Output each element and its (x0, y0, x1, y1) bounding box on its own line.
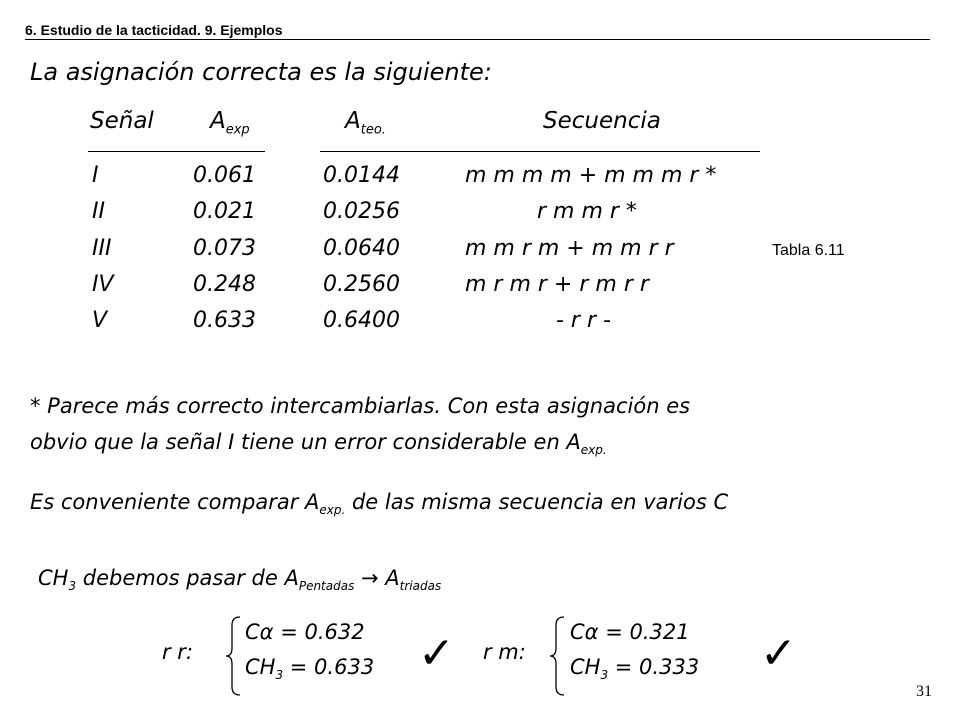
row-3-aexp: 0.073 (193, 236, 256, 261)
page-header: 6. Estudio de la tacticidad. 9. Ejemplos (25, 22, 283, 38)
comparison-rm-calpha: Cα = 0.321 (570, 620, 690, 644)
header-secuencia: Secuencia (543, 108, 661, 134)
header-aexp: $A_{exp}$ (210, 108, 250, 138)
row-3-ateo: 0.0640 (323, 236, 400, 261)
left-brace-icon (224, 615, 242, 697)
row-3-secuencia: m m r m + m m r r (465, 236, 674, 261)
note-1-line-2: obvio que la señal I tiene un error considerable en $A_{exp.}$ (30, 430, 607, 458)
row-4-aexp: 0.248 (193, 272, 256, 297)
table-caption: Tabla 6.11 (772, 242, 845, 259)
checkmark-icon: ✓ (418, 628, 455, 679)
comparison-rr-ch3: $CH_3 = 0.633$ (245, 655, 375, 683)
row-5-senal: V (92, 308, 108, 333)
row-2-senal: II (92, 199, 105, 224)
comparison-rm-label: r m: (483, 640, 526, 664)
row-5-ateo: 0.6400 (323, 308, 400, 333)
table-header-rule-right (320, 151, 760, 152)
ch3-statement: $CH_3$ debemos pasar de $A_{Pentadas} \to A_{triadas}$ (38, 566, 442, 594)
row-2-secuencia: r m m r * (537, 199, 637, 224)
intro-text: La asignación correcta es la siguiente: (30, 58, 492, 86)
checkmark-icon: ✓ (760, 628, 797, 679)
left-brace-icon (548, 615, 566, 697)
table-header-rule-left (88, 151, 265, 152)
page-number: 31 (916, 683, 932, 700)
row-1-senal: I (92, 163, 99, 188)
row-4-secuencia: m r m r + r m r r (465, 272, 649, 297)
header-divider (25, 39, 930, 40)
header-ateo: $A_{teo.}$ (345, 108, 386, 138)
row-2-aexp: 0.021 (193, 199, 256, 224)
row-1-secuencia: m m m m + m m m r * (465, 163, 717, 188)
row-5-aexp: 0.633 (193, 308, 256, 333)
row-1-aexp: 0.061 (193, 163, 256, 188)
comparison-rm-ch3: $CH_3 = 0.333$ (570, 655, 700, 683)
row-3-senal: III (92, 236, 112, 261)
row-5-secuencia: - r r - (556, 308, 611, 333)
header-senal: Señal (90, 108, 154, 134)
comparison-rr-label: r r: (162, 640, 194, 664)
row-1-ateo: 0.0144 (323, 163, 400, 188)
row-4-ateo: 0.2560 (323, 272, 400, 297)
note-2: Es conveniente comparar $A_{exp.}$ de las misma secuencia en varios C (30, 490, 729, 518)
note-1-line-1: * Parece más correcto intercambiarlas. Con esta asignación es (30, 394, 691, 418)
row-4-senal: IV (92, 272, 114, 297)
comparison-rr-calpha: Cα = 0.632 (245, 620, 365, 644)
row-2-ateo: 0.0256 (323, 199, 400, 224)
